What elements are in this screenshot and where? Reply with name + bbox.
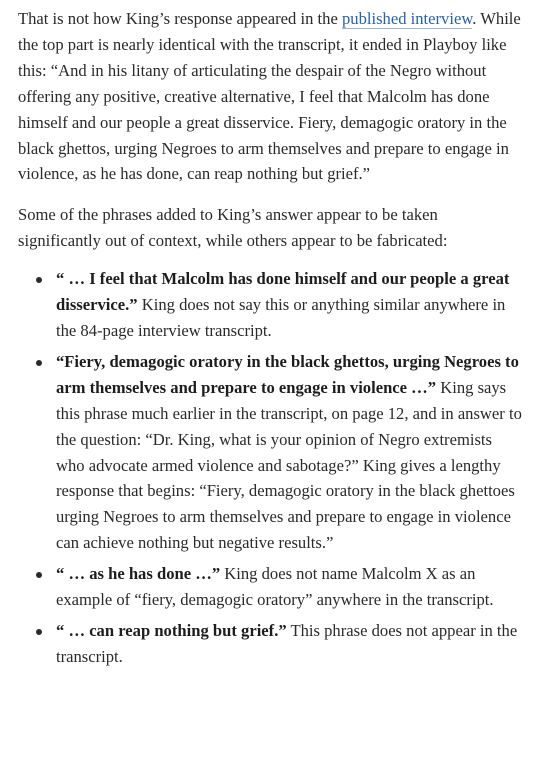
paragraph1-body-text: . While the top part is nearly identical with the transcript, it ended in Playboy like this: “And in his litany of articulating the despair of the Negro without offering any positive, creative alternative, I feel that Malcolm has done himself and our people a great disservice. Fiery, demagogic oratory in the black ghettos, urging Negroes to arm themselves and prepare to engage in violence, as he has done, can reap nothing but grief.” bbox=[18, 9, 521, 184]
quoted-phrase: “ … as he has done …” bbox=[56, 564, 221, 584]
bullet-dot-icon bbox=[36, 572, 42, 578]
phrase-explanation: King does not name Malcolm X as an example of “fiery, demagogic oratory” anywhere in the transcript. bbox=[56, 564, 494, 610]
paragraph-published-interview bbox=[18, 6, 522, 187]
phrase-explanation: King does not say this or anything similar anywhere in the 84-page interview transcript. bbox=[56, 295, 506, 340]
paragraph-phrases-intro: Some of the phrases added to King’s answer appear to be taken significantly out of context, while others appear to be fabricated: bbox=[18, 205, 448, 251]
quoted-phrase: “Fiery, demagogic oratory in the black ghettos, urging Negroes to arm themselves and prepare to engage in violence …” bbox=[56, 351, 519, 397]
list-item bbox=[56, 561, 522, 613]
published-interview-link[interactable]: published interview bbox=[341, 9, 473, 28]
bullet-list bbox=[18, 266, 522, 670]
quoted-phrase: “ … I feel that Malcolm has done himself and our people a great disservice.” bbox=[56, 269, 510, 315]
bullet-dot-icon bbox=[36, 360, 42, 366]
list-item bbox=[56, 349, 522, 556]
phrase-explanation: King says this phrase much earlier in the transcript, on page 12, and in answer to the question: “Dr. King, what is your opinion of Negro extremists who advocate armed violence and sabotage?” King gives a lengthy response that begins: “Fiery, demagogic oratory in the black ghettoes urging Negroes to arm themselves and prepare to engage in violence can achieve nothing but negative results.” bbox=[56, 377, 522, 553]
bullet-dot-icon bbox=[36, 277, 42, 283]
list-item bbox=[56, 266, 522, 344]
paragraph1-lead-text: That is not how King’s response appeared in the bbox=[18, 9, 342, 28]
list-item bbox=[56, 618, 522, 670]
phrase-explanation: This phrase does not appear in the transcript. bbox=[56, 620, 518, 666]
quoted-phrase: “ … can reap nothing but grief.” bbox=[56, 620, 287, 640]
bullet-dot-icon bbox=[36, 629, 42, 635]
